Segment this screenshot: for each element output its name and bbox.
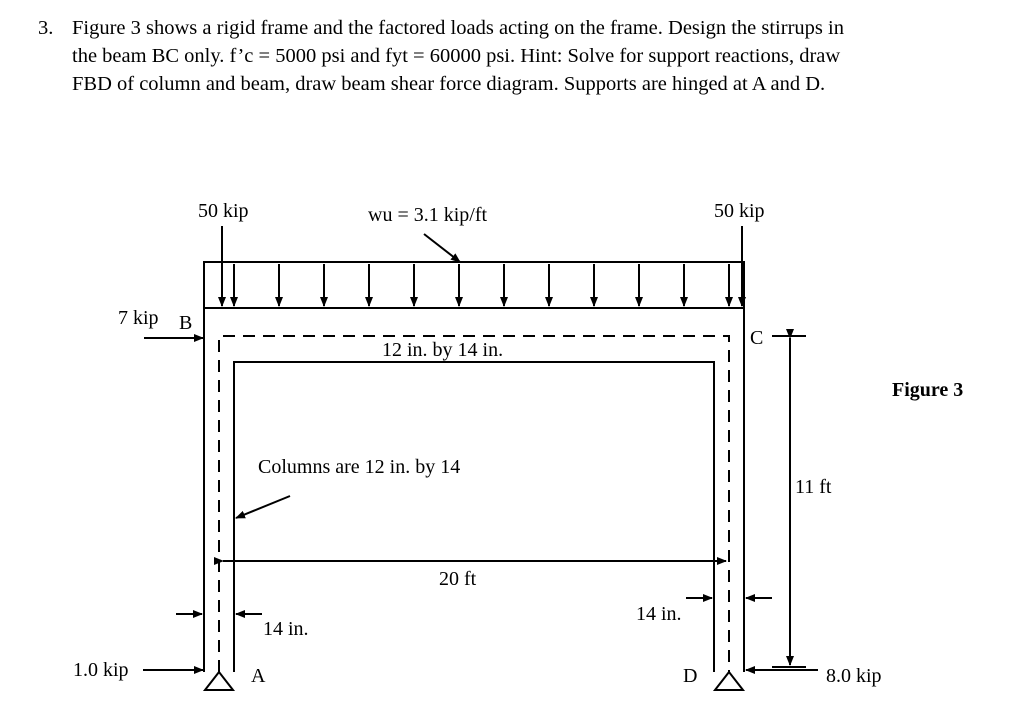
node-b-label: B	[179, 312, 193, 334]
reaction-right-label: 8.0 kip	[826, 665, 882, 687]
load-right-label: 50 kip	[714, 200, 765, 222]
beam-section-label: 12 in. by 14 in.	[382, 339, 504, 361]
load-left-label: 50 kip	[198, 200, 249, 222]
lateral-load-label: 7 kip	[118, 307, 159, 329]
distributed-load-label: wu = 3.1 kip/ft	[368, 204, 488, 226]
column-note-label: Columns are 12 in. by 14	[258, 456, 461, 478]
problem-line-2: the beam BC only. f’c = 5000 psi and fyt = 60000 psi. Hint: Solve for support reactions, draw	[72, 45, 841, 67]
node-c-label: C	[750, 327, 764, 349]
distributed-load-arrows	[234, 264, 729, 306]
col-width-left-label: 14 in.	[263, 618, 309, 640]
span-label: 20 ft	[439, 568, 477, 590]
reaction-left-label: 1.0 kip	[73, 659, 129, 681]
problem-line-3: FBD of column and beam, draw beam shear force diagram. Supports are hinged at A and D.	[72, 73, 826, 95]
node-d-label: D	[683, 665, 698, 687]
height-label: 11 ft	[795, 476, 832, 498]
figure-caption: Figure 3	[892, 379, 964, 401]
distributed-load-box	[204, 262, 744, 308]
hinge-support-a	[205, 672, 233, 690]
distributed-load-leader	[424, 234, 460, 262]
col-width-right-label: 14 in.	[636, 603, 682, 625]
problem-line-1: Figure 3 shows a rigid frame and the factored loads acting on the frame. Design the stirrups in	[72, 17, 844, 39]
column-note-leader	[236, 496, 290, 518]
node-a-label: A	[251, 665, 266, 687]
problem-number: 3.	[38, 17, 54, 39]
hinge-support-d	[715, 672, 743, 690]
